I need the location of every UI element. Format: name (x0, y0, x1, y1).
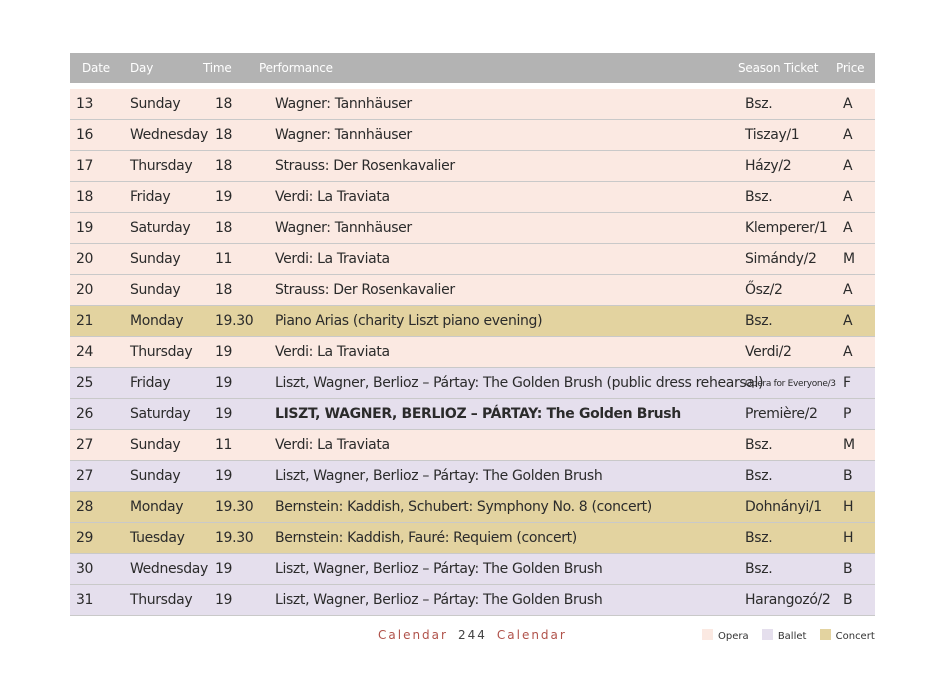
cell-price: M (843, 251, 855, 267)
cell-time: 18 (215, 158, 233, 174)
legend-swatch-ballet (762, 629, 773, 640)
table-row (70, 461, 875, 492)
table-row (70, 492, 875, 523)
table-row (70, 182, 875, 213)
cell-time: 19 (215, 406, 233, 422)
cell-performance: Wagner: Tannhäuser (275, 96, 412, 112)
cell-time: 19.30 (215, 499, 254, 515)
legend-item-ballet (762, 629, 807, 642)
cell-performance: Verdi: La Traviata (275, 344, 390, 360)
cell-day: Sunday (130, 96, 181, 112)
cell-price: F (843, 375, 851, 391)
cell-season-ticket: Ősz/2 (745, 282, 783, 298)
cell-date: 19 (76, 220, 94, 236)
cell-day: Tuesday (130, 530, 185, 546)
cell-date: 18 (76, 189, 94, 205)
cell-price: A (843, 158, 853, 174)
table-row (70, 585, 875, 616)
cell-day: Friday (130, 375, 171, 391)
cell-season-ticket: Bsz. (745, 530, 773, 546)
table-row (70, 151, 875, 182)
cell-date: 25 (76, 375, 94, 391)
table-row (70, 337, 875, 368)
cell-performance: LISZT, WAGNER, BERLIOZ – PÁRTAY: The Golden Brush (275, 406, 681, 422)
cell-day: Monday (130, 499, 184, 515)
cell-season-ticket: Bsz. (745, 437, 773, 453)
cell-performance: Bernstein: Kaddish, Schubert: Symphony No. 8 (concert) (275, 499, 652, 515)
table-body (70, 89, 875, 616)
cell-season-ticket: Dohnányi/1 (745, 499, 822, 515)
cell-time: 19 (215, 375, 233, 391)
cell-time: 11 (215, 437, 233, 453)
cell-price: B (843, 561, 853, 577)
page-number: 244 (457, 628, 487, 642)
legend-label-opera: Opera (718, 631, 749, 642)
table-row (70, 89, 875, 120)
cell-performance: Liszt, Wagner, Berlioz – Pártay: The Golden Brush (275, 592, 603, 608)
cell-season-ticket: Verdi/2 (745, 344, 792, 360)
cell-date: 28 (76, 499, 94, 515)
footer-right-label: Calendar (496, 628, 567, 642)
table-row (70, 244, 875, 275)
table-row (70, 306, 875, 337)
cell-date: 20 (76, 282, 94, 298)
cell-price: P (843, 406, 852, 422)
cell-performance: Bernstein: Kaddish, Fauré: Requiem (concert) (275, 530, 577, 546)
cell-time: 11 (215, 251, 233, 267)
cell-time: 19 (215, 344, 233, 360)
legend-swatch-opera (702, 629, 713, 640)
cell-day: Thursday (130, 158, 193, 174)
cell-date: 27 (76, 437, 94, 453)
cell-performance: Wagner: Tannhäuser (275, 220, 412, 236)
cell-time: 19 (215, 592, 233, 608)
cell-day: Friday (130, 189, 171, 205)
cell-price: B (843, 592, 853, 608)
cell-day: Thursday (130, 344, 193, 360)
page-footer (378, 628, 567, 642)
table-row (70, 120, 875, 151)
cell-time: 19 (215, 468, 233, 484)
cell-date: 13 (76, 96, 94, 112)
cell-price: H (843, 499, 854, 515)
legend-swatch-concert (820, 629, 831, 640)
cell-date: 30 (76, 561, 94, 577)
cell-price: B (843, 468, 853, 484)
cell-date: 26 (76, 406, 94, 422)
header-price: Price (836, 61, 865, 75)
cell-day: Wednesday (130, 561, 208, 577)
cell-season-ticket: Bsz. (745, 189, 773, 205)
cell-day: Wednesday (130, 127, 208, 143)
table-row (70, 275, 875, 306)
legend (702, 629, 885, 642)
cell-season-ticket: Bsz. (745, 96, 773, 112)
cell-season-ticket: Tiszay/1 (745, 127, 800, 143)
header-date: Date (82, 61, 110, 75)
header-day: Day (130, 61, 154, 75)
cell-price: A (843, 220, 853, 236)
cell-date: 21 (76, 313, 94, 329)
cell-time: 18 (215, 96, 233, 112)
header-season-ticket: Season Ticket (738, 61, 819, 75)
cell-price: A (843, 127, 853, 143)
cell-price: M (843, 437, 855, 453)
cell-season-ticket: Bsz. (745, 313, 773, 329)
cell-season-ticket: Opera for Everyone/3 (745, 379, 836, 389)
table-header (70, 53, 875, 83)
cell-performance: Liszt, Wagner, Berlioz – Pártay: The Golden Brush (275, 468, 603, 484)
cell-season-ticket: Bsz. (745, 468, 773, 484)
cell-performance: Verdi: La Traviata (275, 189, 390, 205)
cell-season-ticket: Première/2 (745, 406, 818, 422)
cell-date: 24 (76, 344, 94, 360)
footer-left-label: Calendar (378, 628, 448, 642)
cell-day: Thursday (130, 592, 193, 608)
cell-price: H (843, 530, 854, 546)
cell-performance: Verdi: La Traviata (275, 437, 390, 453)
header-performance: Performance (259, 61, 333, 75)
cell-day: Sunday (130, 468, 181, 484)
cell-performance: Verdi: La Traviata (275, 251, 390, 267)
cell-day: Sunday (130, 282, 181, 298)
cell-time: 18 (215, 282, 233, 298)
calendar-table (70, 53, 875, 616)
cell-performance: Liszt, Wagner, Berlioz – Pártay: The Golden Brush (275, 561, 603, 577)
cell-time: 19 (215, 189, 233, 205)
cell-price: A (843, 189, 853, 205)
header-time: Time (203, 61, 232, 75)
legend-label-concert: Concert (835, 631, 875, 642)
cell-date: 31 (76, 592, 94, 608)
cell-performance: Piano Arias (charity Liszt piano evening) (275, 313, 543, 329)
legend-item-opera (702, 629, 749, 642)
cell-season-ticket: Klemperer/1 (745, 220, 828, 236)
cell-date: 20 (76, 251, 94, 267)
legend-label-ballet: Ballet (777, 631, 807, 642)
cell-performance: Strauss: Der Rosenkavalier (275, 282, 455, 298)
cell-time: 19 (215, 561, 233, 577)
cell-performance: Wagner: Tannhäuser (275, 127, 412, 143)
legend-item-concert (820, 629, 875, 642)
cell-day: Sunday (130, 251, 181, 267)
cell-date: 17 (76, 158, 94, 174)
table-row (70, 430, 875, 461)
cell-performance: Liszt, Wagner, Berlioz – Pártay: The Golden Brush (public dress rehearsal) (275, 375, 764, 391)
cell-day: Monday (130, 313, 184, 329)
cell-time: 18 (215, 127, 233, 143)
table-row (70, 399, 875, 430)
cell-season-ticket: Harangozó/2 (745, 592, 831, 608)
cell-season-ticket: Házy/2 (745, 158, 792, 174)
cell-price: A (843, 344, 853, 360)
cell-price: A (843, 282, 853, 298)
cell-time: 18 (215, 220, 233, 236)
cell-time: 19.30 (215, 530, 254, 546)
cell-season-ticket: Simándy/2 (745, 251, 817, 267)
cell-date: 29 (76, 530, 94, 546)
cell-date: 27 (76, 468, 94, 484)
cell-date: 16 (76, 127, 94, 143)
cell-day: Sunday (130, 437, 181, 453)
cell-performance: Strauss: Der Rosenkavalier (275, 158, 455, 174)
table-row (70, 368, 875, 399)
cell-price: A (843, 96, 853, 112)
cell-day: Saturday (130, 406, 191, 422)
cell-day: Saturday (130, 220, 191, 236)
table-row (70, 523, 875, 554)
cell-time: 19.30 (215, 313, 254, 329)
cell-season-ticket: Bsz. (745, 561, 773, 577)
cell-price: A (843, 313, 853, 329)
table-row (70, 213, 875, 244)
table-row (70, 554, 875, 585)
